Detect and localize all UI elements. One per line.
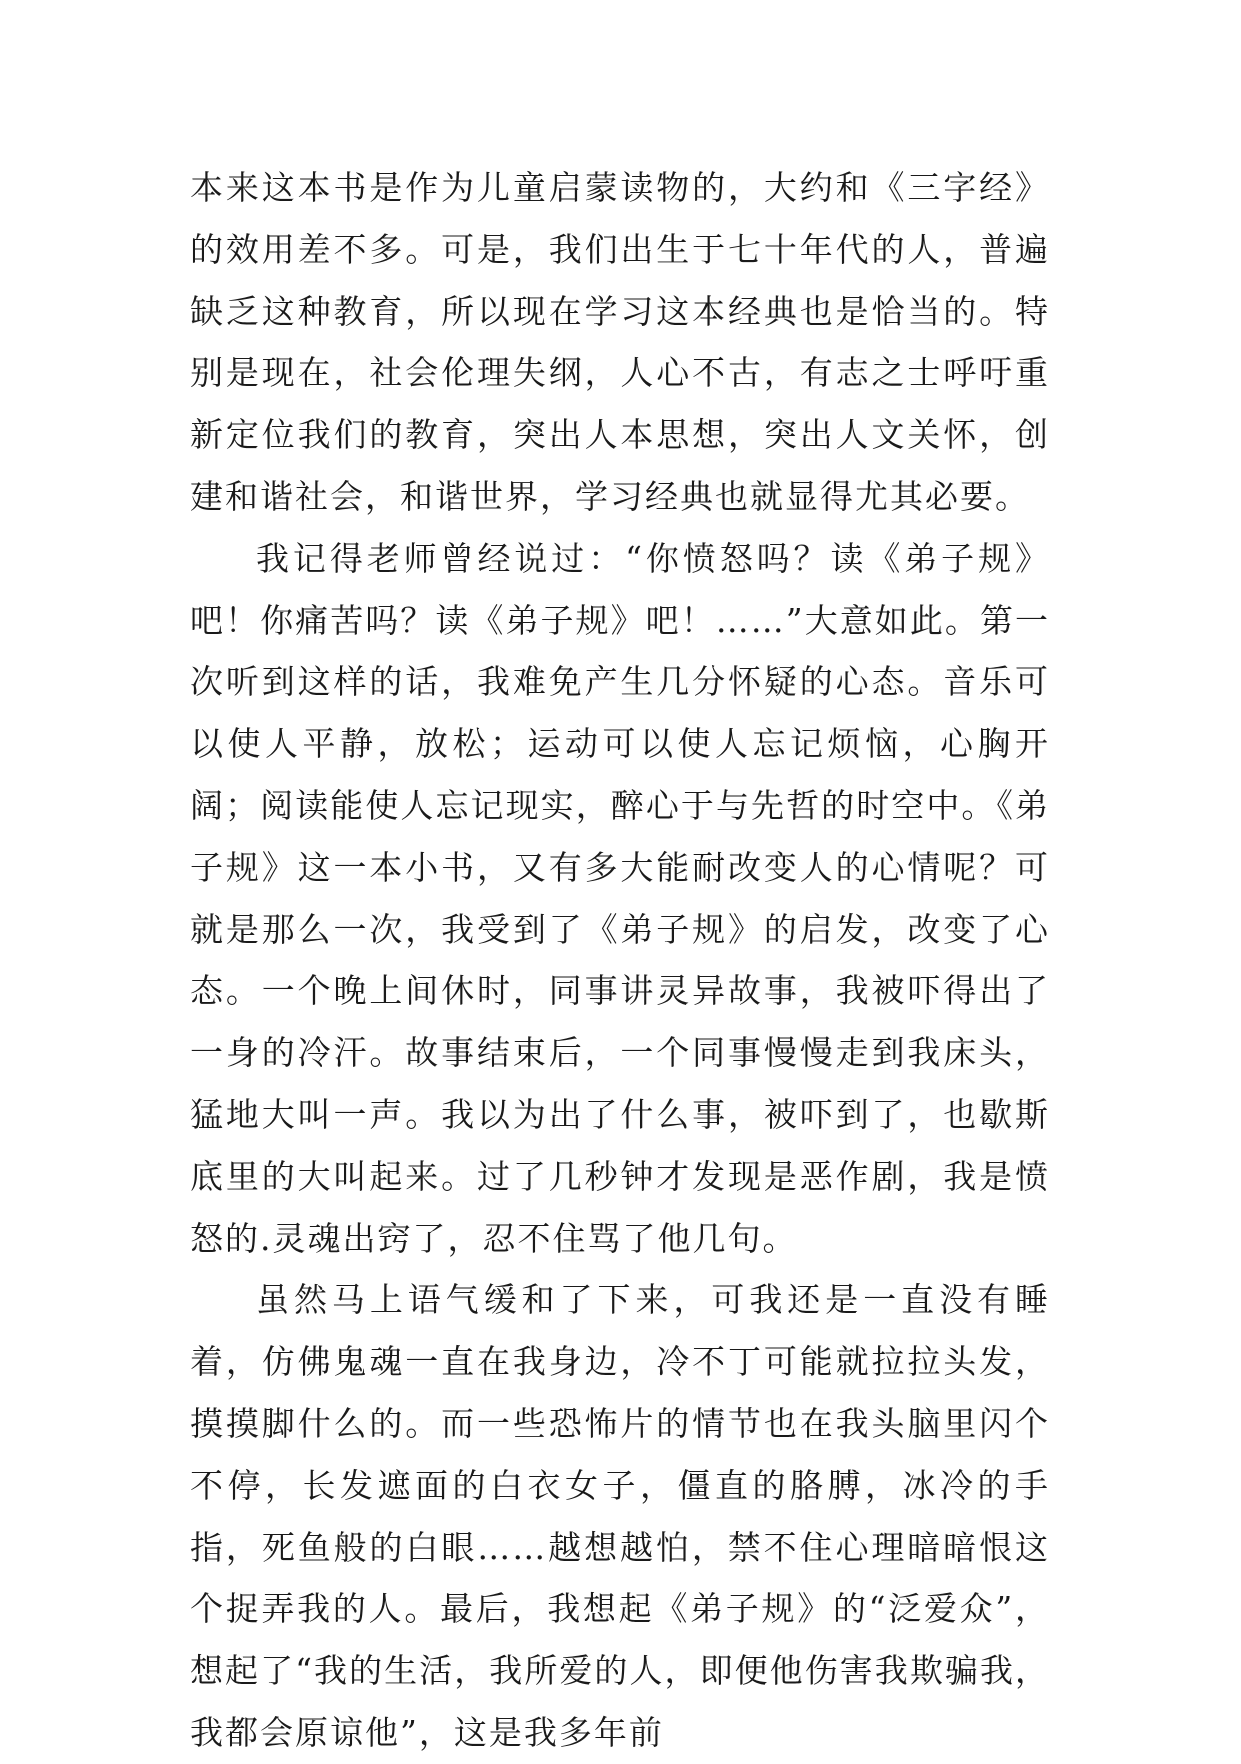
paragraph-1: 本来这本书是作为儿童启蒙读物的，大约和《三字经》的效用差不多。可是，我们出生于七十年代的人，普遍缺乏这种教育，所以现在学习这本经典也是恰当的。特别是现在，社会伦理失纲，人心不古，有志之士呼吁重新定位我们的教育，突出人本思想，突出人文关怀，创建和谐社会，和谐世界，学习经典也就显得尤其必要。 xyxy=(190,168,1050,516)
document-body xyxy=(190,157,1050,1764)
paragraph-2: 我记得老师曾经说过：“你愤怒吗？读《弟子规》吧！你痛苦吗？读《弟子规》吧！……”大意如此。第一次听到这样的话，我难免产生几分怀疑的心态。音乐可以使人平静，放松；运动可以使人忘记烦恼，心胸开阔；阅读能使人忘记现实，醉心于与先哲的时空中。《弟子规》这一本小书，又有多大能耐改变人的心情呢？可就是那么一次，我受到了《弟子规》的启发，改变了心态。一个晚上间休时，同事讲灵异故事，我被吓得出了一身的冷汗。故事结束后，一个同事慢慢走到我床头，猛地大叫一声。我以为出了什么事，被吓到了，也歇斯底里的大叫起来。过了几秒钟才发现是恶作剧，我是愤怒的.灵魂出窍了，忍不住骂了他几句。 xyxy=(190,538,1050,1258)
paragraph-3: 虽然马上语气缓和了下来，可我还是一直没有睡着，仿佛鬼魂一直在我身边，冷不丁可能就拉拉头发，摸摸脚什么的。而一些恐怖片的情节也在我头脑里闪个不停，长发遮面的白衣女子，僵直的胳膊，冰冷的手指，死鱼般的白眼……越想越怕，禁不住心理暗暗恨这个捉弄我的人。最后，我想起《弟子规》的“泛爱众”，想起了“我的生活，我所爱的人，即便他伤害我欺骗我，我都会原谅他”，这是我多年前 xyxy=(190,1280,1050,1752)
